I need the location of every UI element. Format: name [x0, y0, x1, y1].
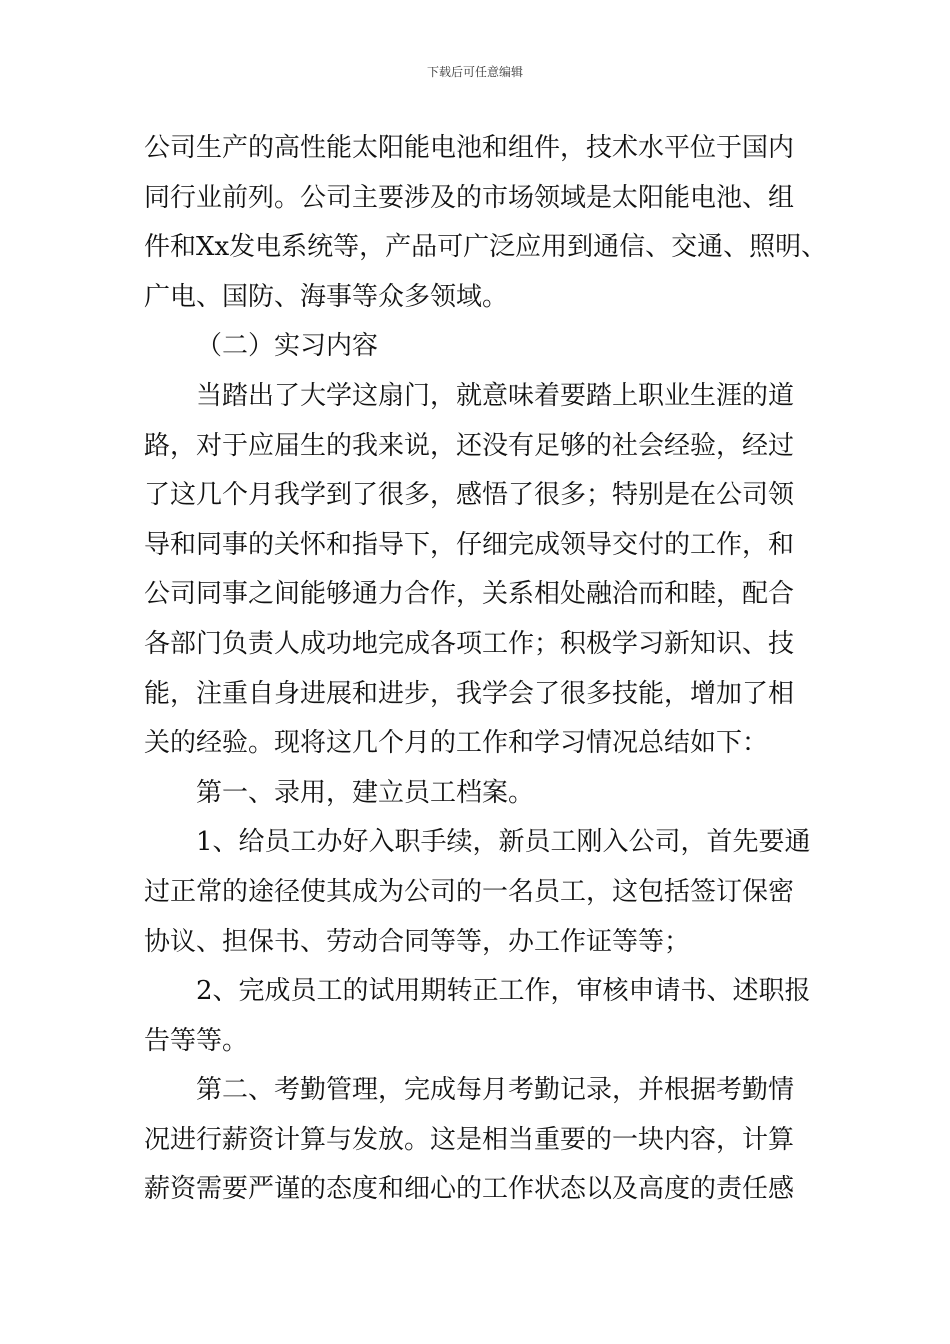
- paragraph-line: 导和同事的关怀和指导下，仔细完成领导交付的工作，和: [144, 529, 795, 560]
- paragraph-line: 1、给员工办好入职手续，新员工刚入公司，首先要通: [196, 827, 811, 858]
- paragraph-line: 公司生产的高性能太阳能电池和组件，技术水平位于国内: [144, 133, 795, 163]
- paragraph-line: （二）实习内容: [196, 331, 379, 362]
- document-body: [144, 124, 834, 1215]
- paragraph-line: 公司同事之间能够通力合作，关系相处融洽而和睦，配合: [144, 579, 795, 610]
- paragraph-line: 薪资需要严谨的态度和细心的工作状态以及高度的责任感: [144, 1174, 795, 1205]
- paragraph-line: 件和Xx发电系统等，产品可广泛应用到通信、交通、照明、: [144, 232, 828, 263]
- paragraph-line: 关的经验。现将这几个月的工作和学习情况总结如下：: [144, 728, 769, 759]
- paragraph-line: 广电、国防、海事等众多领域。: [144, 281, 509, 312]
- paragraph-line: 各部门负责人成功地完成各项工作；积极学习新知识、技: [144, 628, 795, 659]
- paragraph-line: 2、完成员工的试用期转正工作，审核申请书、述职报: [196, 976, 811, 1007]
- paragraph-line: 第二、考勤管理，完成每月考勤记录，并根据考勤情: [196, 1075, 795, 1106]
- page-header: 下载后可任意编辑: [426, 65, 523, 79]
- paragraph-line: 了这几个月我学到了很多，感悟了很多；特别是在公司领: [144, 480, 795, 511]
- paragraph-line: 告等等。: [144, 1025, 249, 1056]
- paragraph-line: 路，对于应届生的我来说，还没有足够的社会经验，经过: [144, 430, 795, 461]
- paragraph-line: 同行业前列。公司主要涉及的市场领域是太阳能电池、组: [144, 182, 795, 213]
- paragraph-line: 能，注重自身进展和进步，我学会了很多技能，增加了相: [144, 678, 795, 709]
- paragraph-line: 协议、担保书、劳动合同等等，办工作证等等；: [144, 926, 691, 957]
- paragraph-line: 过正常的途径使其成为公司的一名员工，这包括签订保密: [144, 876, 795, 907]
- paragraph-line: 况进行薪资计算与发放。这是相当重要的一块内容，计算: [144, 1124, 795, 1155]
- paragraph-line: 当踏出了大学这扇门，就意味着要踏上职业生涯的道: [196, 380, 795, 411]
- paragraph-line: 第一、录用，建立员工档案。: [196, 777, 535, 808]
